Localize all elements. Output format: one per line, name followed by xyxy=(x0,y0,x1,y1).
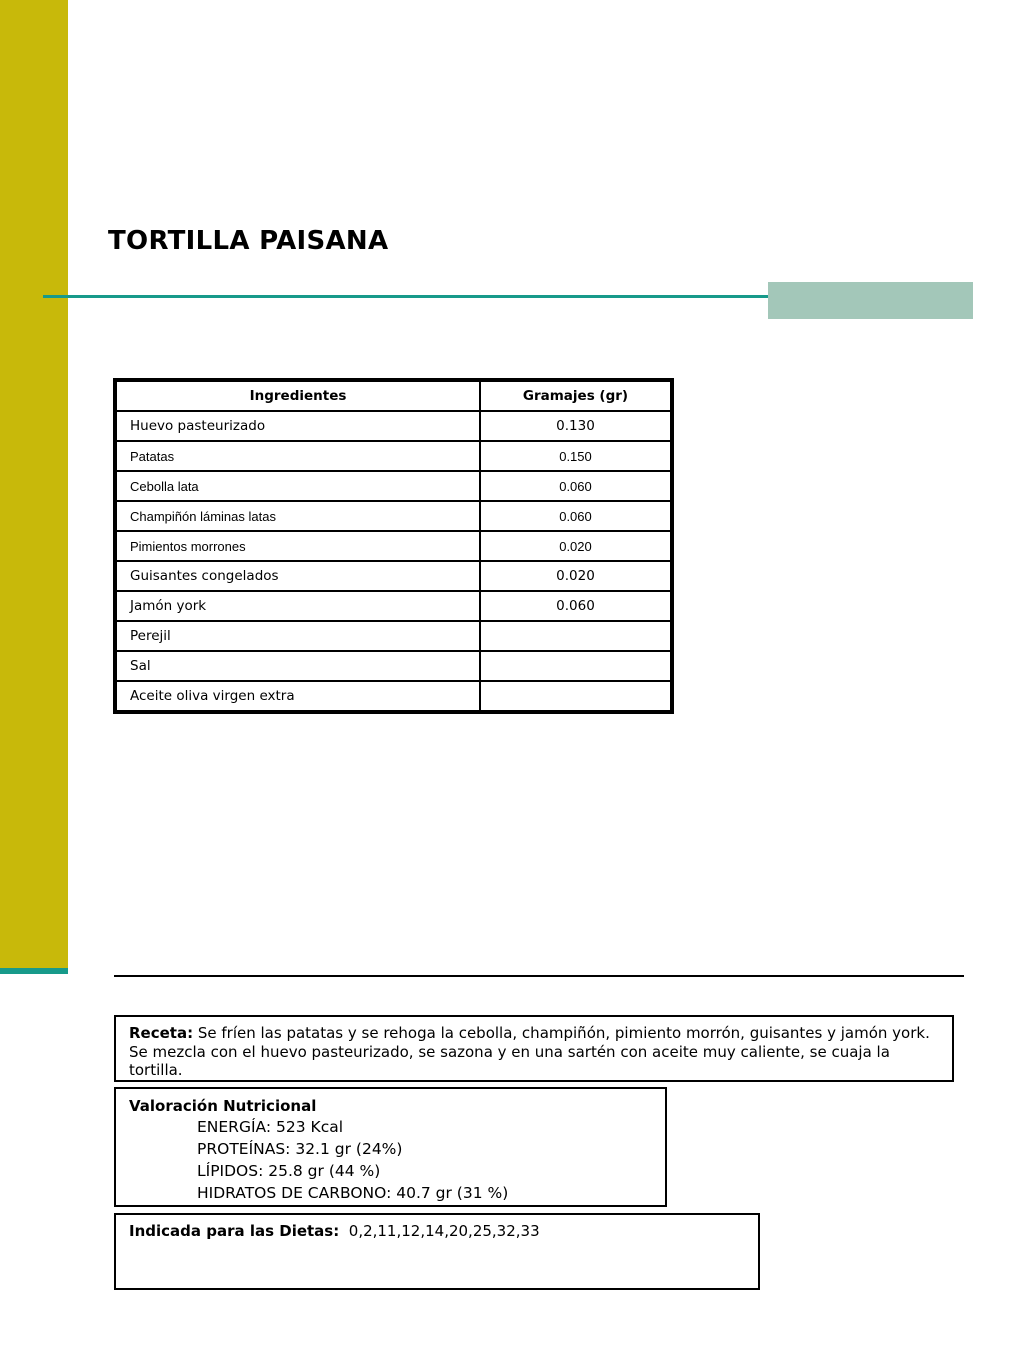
table-row xyxy=(115,621,672,651)
ingredient-qty: 0.060 xyxy=(480,471,672,501)
ingredient-qty xyxy=(480,651,672,681)
ingredient-name: Perejil xyxy=(115,621,480,651)
recipe-text: Se fríen las patatas y se rehoga la cebolla, champiñón, pimiento morrón, guisantes y jamón york. Se mezcla con el huevo pasteurizado, se sazona y en una sartén con aceite muy caliente, se cuaja la tortilla. xyxy=(129,1024,930,1079)
ingredients-table xyxy=(113,378,674,714)
table-row xyxy=(115,471,672,501)
ingredient-qty: 0.060 xyxy=(480,591,672,621)
accent-sidebar-bar xyxy=(0,0,68,968)
diets-value: 0,2,11,12,14,20,25,32,33 xyxy=(339,1222,540,1240)
table-row xyxy=(115,681,672,712)
ingredient-name: Aceite oliva virgen extra xyxy=(115,681,480,712)
recipe-label: Receta: xyxy=(129,1024,194,1042)
ingredient-qty: 0.130 xyxy=(480,411,672,441)
ingredient-name: Sal xyxy=(115,651,480,681)
ingredient-name: Guisantes congelados xyxy=(115,561,480,591)
column-header-grams: Gramajes (gr) xyxy=(480,380,672,411)
table-row xyxy=(115,651,672,681)
table-row xyxy=(115,531,672,561)
table-header-row xyxy=(115,380,672,411)
ingredient-name: Cebolla lata xyxy=(115,471,480,501)
column-header-ingredients: Ingredientes xyxy=(115,380,480,411)
ingredient-qty xyxy=(480,681,672,712)
ingredient-qty: 0.020 xyxy=(480,531,672,561)
ingredient-qty xyxy=(480,621,672,651)
ingredient-name: Jamón york xyxy=(115,591,480,621)
title-decorative-block xyxy=(768,282,973,319)
nutrition-box xyxy=(114,1087,667,1207)
table-row xyxy=(115,591,672,621)
ingredient-qty: 0.150 xyxy=(480,441,672,471)
table-row xyxy=(115,441,672,471)
diets-box xyxy=(114,1213,760,1290)
table-row xyxy=(115,501,672,531)
nutrition-heading: Valoración Nutricional xyxy=(129,1097,317,1115)
diets-label: Indicada para las Dietas: xyxy=(129,1222,340,1240)
nutrition-energy: ENERGÍA: 523 Kcal xyxy=(197,1118,344,1136)
nutrition-proteins: PROTEÍNAS: 32.1 gr (24%) xyxy=(197,1140,403,1158)
ingredient-name: Huevo pasteurizado xyxy=(115,411,480,441)
table-row xyxy=(115,411,672,441)
table-row xyxy=(115,561,672,591)
section-divider xyxy=(114,975,964,977)
nutrition-lipids: LÍPIDOS: 25.8 gr (44 %) xyxy=(197,1162,381,1180)
nutrition-carbs: HIDRATOS DE CARBONO: 40.7 gr (31 %) xyxy=(197,1184,509,1202)
recipe-box xyxy=(114,1015,954,1082)
ingredient-name: Pimientos morrones xyxy=(115,531,480,561)
ingredient-name: Patatas xyxy=(115,441,480,471)
ingredient-qty: 0.020 xyxy=(480,561,672,591)
ingredient-name: Champiñón láminas latas xyxy=(115,501,480,531)
page-title: TORTILLA PAISANA xyxy=(108,226,389,256)
ingredient-qty: 0.060 xyxy=(480,501,672,531)
accent-sidebar-foot xyxy=(0,968,68,974)
